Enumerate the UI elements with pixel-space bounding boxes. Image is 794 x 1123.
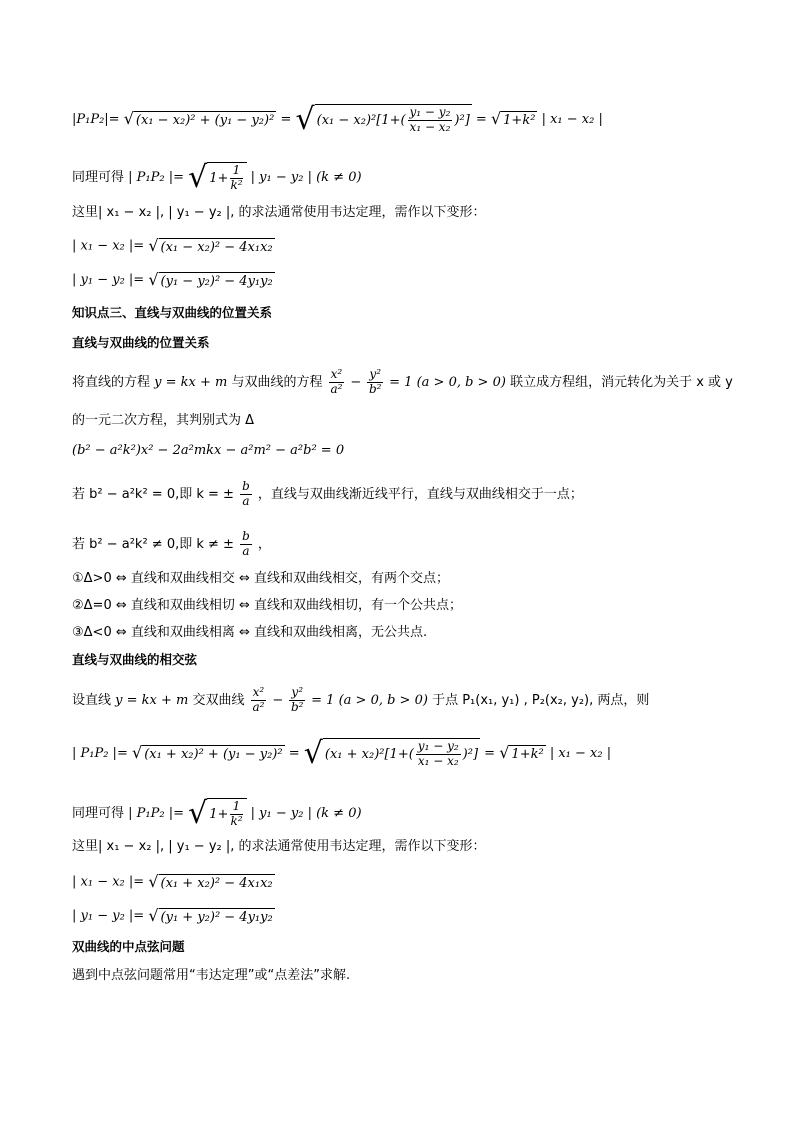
abs-x-formula-2: | x₁ − x₂ |= √ (x₁ + x₂)² − 4x₁x₂ bbox=[72, 872, 273, 891]
abs-y-formula-2: | y₁ − y₂ |= √ (y₁ + y₂)² − 4y₁y₂ bbox=[72, 906, 273, 925]
list-item-tangent: ②Δ=0 ⇔ 直线和双曲线相切 ⇔ 直线和双曲线相切，有一个公共点； bbox=[72, 598, 463, 613]
radical-1: √ (x₁ + x₂)² + (y₁ − y₂)² bbox=[131, 743, 283, 763]
radical-1: √ (x₁ − x₂)² + (y₁ − y₂)² bbox=[123, 109, 275, 129]
discriminant-sentence: 的一元二次方程，其判别式为 Δ bbox=[72, 413, 255, 428]
abs-y-formula-1: | y₁ − y₂ |= √ (y₁ − y₂)² − 4y₁y₂ bbox=[72, 270, 273, 289]
abs-x-formula-1: | x₁ − x₂ |= √ (x₁ − x₂)² − 4x₁x₂ bbox=[72, 236, 273, 255]
same-way-formula-2: 同理可得 | P₁P₂ |= √ 1+ $\frac{1}{\text{k²}}$ | y₁ − y₂ | (k ≠ 0) bbox=[72, 795, 362, 831]
midpoint-chord-note: 遇到中点弦问题常用“韦达定理”或“点差法”求解. bbox=[72, 968, 351, 983]
case-not-parallel: 若 b² − a²k² ≠ 0,即 k ≠ ± $\frac{b}{a}$ ， bbox=[72, 529, 271, 558]
radical-2: √ (x₁ − x₂)²[1+( $\frac{\text{y₁ − y₂}}{\text{x₁ − x₂}}$ )²] bbox=[295, 101, 470, 137]
fraction: $\frac{\text{y²}}{\text{b²}}$ bbox=[368, 367, 382, 396]
list-item-intersect: ①Δ>0 ⇔ 直线和双曲线相交 ⇔ 直线和双曲线相交，有两个交点； bbox=[72, 571, 450, 586]
radical: √ (x₁ − x₂)² − 4x₁x₂ bbox=[148, 236, 273, 255]
fraction: $\frac{1}{\text{k²}}$ bbox=[230, 163, 243, 192]
radical: √ (y₁ + y₂)² − 4y₁y₂ bbox=[148, 906, 273, 925]
vieta-note-2: 这里| x₁ − x₂ |, | y₁ − y₂ |, 的求法通常使用韦达定理，需作以下变形： bbox=[72, 839, 486, 854]
quadratic-equation: (b² − a²k²)x² − 2a²mkx − a²m² − a²b² = 0 bbox=[72, 443, 345, 458]
fraction: $\frac{\text{y₁ − y₂}}{\text{x₁ − x₂}}$ bbox=[417, 739, 459, 768]
heading-knowledge-point-3: 知识点三、直线与双曲线的位置关系 bbox=[72, 305, 273, 320]
substitution-sentence: 将直线的方程 y = kx + m 与双曲线的方程 $\frac{\text{x²}}{\text{a²}}$ − $\frac{\text{y²}}{\text{b²}}$ = 1 (a > 0, b > 0) 联立成方程组，消元转化为关于 x 或 y bbox=[72, 367, 733, 396]
distance-lhs: |P₁P₂|= bbox=[72, 111, 120, 127]
same-way-formula-1: 同理可得 | P₁P₂ |= √ 1+ $\frac{1}{\text{k²}}$ | y₁ − y₂ | (k ≠ 0) bbox=[72, 159, 362, 195]
distance-formula-2: | P₁P₂ |= √ (x₁ + x₂)² + (y₁ − y₂)² = √ (x₁ + x₂)²[1+( $\frac{\text{y₁ − y₂}}{\text{x₁ − x₂}}$ )²] = √ 1+k² | x₁ − x₂ | bbox=[72, 735, 612, 771]
fraction: $\frac{\text{y₁ − y₂}}{\text{x₁ − x₂}}$ bbox=[409, 105, 451, 134]
fraction: $\frac{\text{y²}}{\text{b²}}$ bbox=[290, 685, 304, 714]
radical: √ (y₁ − y₂)² − 4y₁y₂ bbox=[148, 270, 273, 289]
heading-midpoint-chord: 双曲线的中点弦问题 bbox=[72, 939, 185, 954]
fraction: $\frac{1}{\text{k²}}$ bbox=[230, 799, 243, 828]
radical-3: √ 1+k² bbox=[499, 743, 544, 763]
vieta-note-1: 这里| x₁ − x₂ |, | y₁ − y₂ |, 的求法通常使用韦达定理，需作以下变形： bbox=[72, 205, 486, 220]
case-parallel: 若 b² − a²k² = 0,即 k = ± $\frac{b}{a}$ ，直线与双曲线渐近线平行，直线与双曲线相交于一点； bbox=[72, 479, 583, 508]
chord-setup-sentence: 设直线 y = kx + m 交双曲线 $\frac{\text{x²}}{\text{a²}}$ − $\frac{\text{y²}}{\text{b²}}$ = 1 (a > 0, b > 0) 于点 P₁(x₁, y₁) , P₂(x₂, y₂), 两点，则 bbox=[72, 685, 650, 714]
heading-position-relation: 直线与双曲线的位置关系 bbox=[72, 335, 210, 350]
radical-3: √ 1+k² bbox=[490, 109, 536, 129]
fraction: $\frac{\text{x²}}{\text{a²}}$ bbox=[330, 367, 343, 396]
fraction: $\frac{\text{x²}}{\text{a²}}$ bbox=[252, 685, 265, 714]
radical: √ 1+ $\frac{1}{\text{k²}}$ bbox=[188, 798, 246, 829]
fraction: $\frac{b}{a}$ bbox=[242, 479, 250, 508]
distance-formula-1: |P₁P₂|= √ (x₁ − x₂)² + (y₁ − y₂)² = √ (x₁ − x₂)²[1+( $\frac{\text{y₁ − y₂}}{\text{x₁ − x₂}}$ )²] = √ 1+k² | x₁ − x₂ | bbox=[72, 101, 603, 137]
list-item-separate: ③Δ<0 ⇔ 直线和双曲线相离 ⇔ 直线和双曲线相离，无公共点. bbox=[72, 625, 428, 640]
radical: √ (x₁ + x₂)² − 4x₁x₂ bbox=[148, 872, 273, 891]
heading-intersecting-chord: 直线与双曲线的相交弦 bbox=[72, 652, 198, 667]
radical-2: √ (x₁ + x₂)²[1+( $\frac{\text{y₁ − y₂}}{\text{x₁ − x₂}}$ )²] bbox=[303, 735, 479, 771]
fraction: $\frac{b}{a}$ bbox=[242, 529, 250, 558]
radical: √ 1+ $\frac{1}{\text{k²}}$ bbox=[188, 162, 246, 193]
